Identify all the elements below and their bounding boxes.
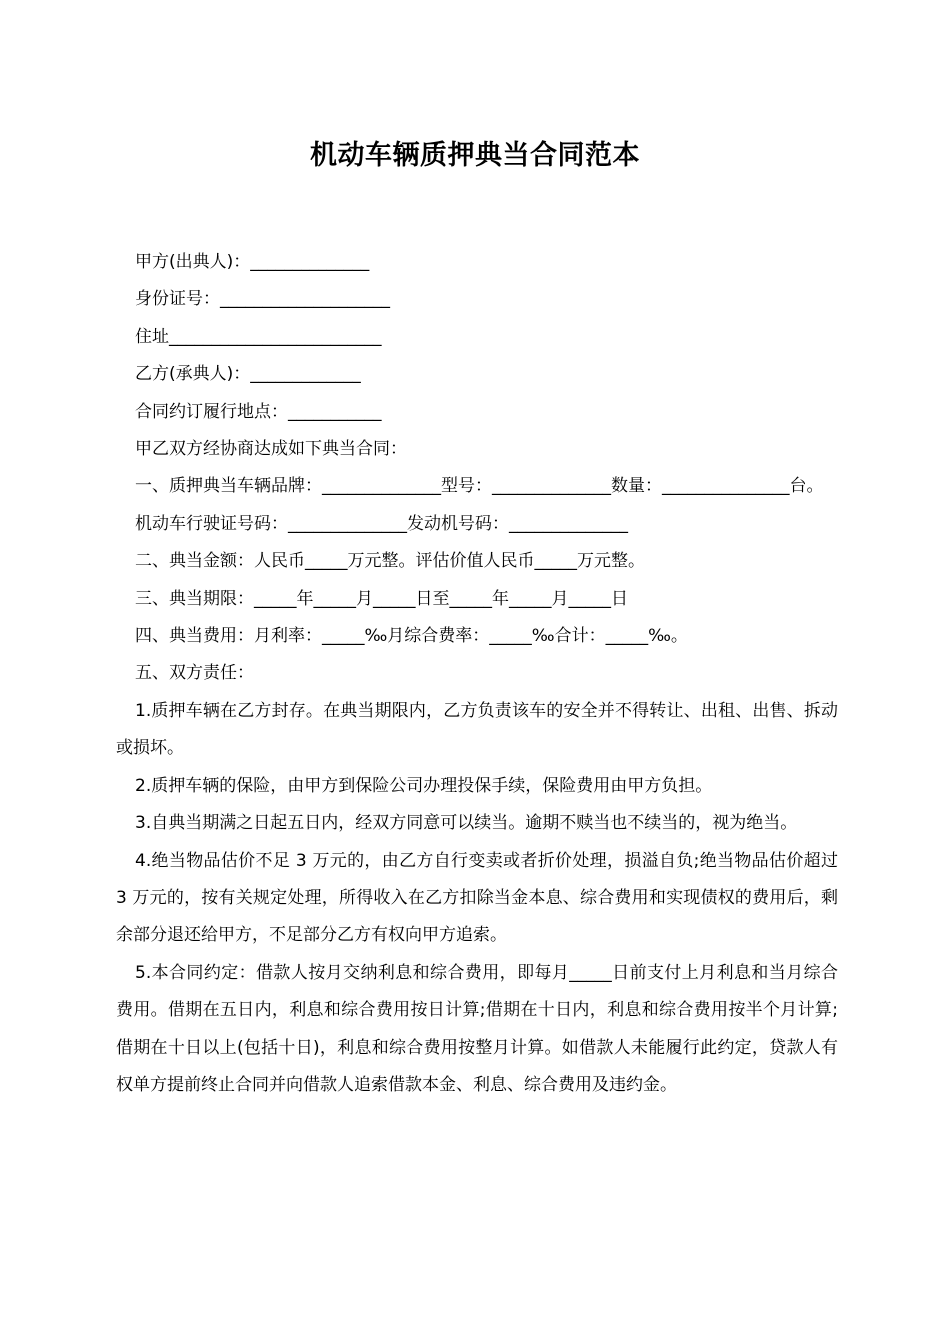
clause-fees: 四、典当费用：月利率：_____‰月综合费率：_____‰合计：_____‰。	[135, 626, 688, 647]
contract-location-line: 合同约订履行地点：___________	[135, 401, 382, 422]
responsibility-item-3: 3.自典当期满之日起五日内，经双方同意可以续当。逾期不赎当也不续当的，视为绝当。	[135, 813, 798, 834]
clause-vehicle-brand: 一、质押典当车辆品牌：______________型号：______________数量：_______________台。	[135, 476, 824, 497]
address-line: 住址_________________________	[135, 326, 382, 347]
responsibility-item-4: 4.绝当物品估价不足 3 万元的，由乙方自行变卖或者折价处理，损溢自负;绝当物品估价超过 3 万元的，按有关规定处理，所得收入在乙方扣除当金本息、综合费用和实现债权的费用后，剩余部分退还给甲方，不足部分乙方有权向甲方追索。	[116, 850, 838, 946]
clause-responsibilities-heading: 五、双方责任：	[135, 663, 254, 684]
party-a-line: 甲方(出典人)：______________	[135, 252, 370, 272]
id-number-line: 身份证号：____________________	[135, 289, 390, 310]
responsibility-item-1: 1.质押车辆在乙方封存。在典当期限内，乙方负责该车的安全并不得转让、出租、出售、拆动或损坏。	[116, 700, 838, 759]
party-b-line: 乙方(承典人)：_____________	[135, 364, 361, 385]
clause-term: 三、典当期限：_____年_____月_____日至_____年_____月_____日	[135, 588, 628, 609]
agreement-intro: 甲乙双方经协商达成如下典当合同：	[135, 439, 407, 460]
clause-license-engine: 机动车行驶证号码：______________发动机号码：______________	[135, 513, 628, 534]
document-title: 机动车辆质押典当合同范本	[310, 140, 640, 171]
responsibility-item-2: 2.质押车辆的保险，由甲方到保险公司办理投保手续，保险费用由甲方负担。	[135, 775, 713, 796]
clause-amount: 二、典当金额：人民币_____万元整。评估价值人民币_____万元整。	[135, 551, 645, 572]
document-body	[116, 244, 838, 1104]
responsibility-item-5: 5.本合同约定：借款人按月交纳利息和综合费用，即每月_____日前支付上月利息和当月综合费用。借期在五日内，利息和综合费用按日计算;借期在十日内，利息和综合费用按半个月计算;借期在十日以上(包括十日)，利息和综合费用按整月计算。如借款人未能履行此约定，贷款人有权单方提前终止合同并向借款人追索借款本金、利息、综合费用及违约金。	[116, 962, 838, 1095]
